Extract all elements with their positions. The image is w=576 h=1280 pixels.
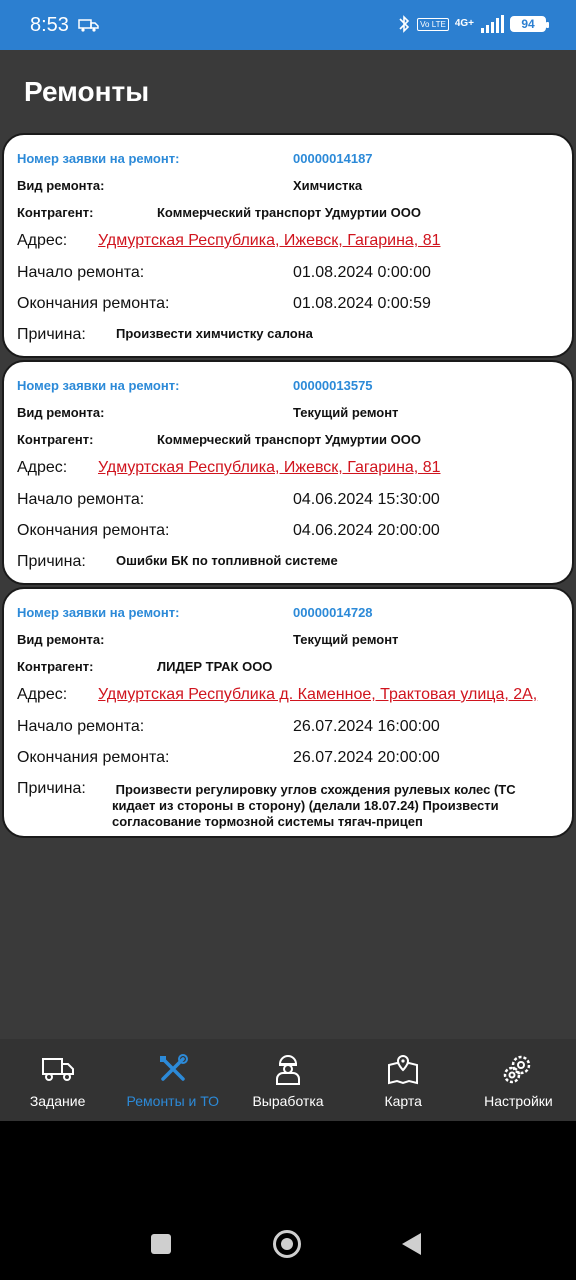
gears-icon [501,1053,535,1085]
repair-card[interactable] [2,133,574,358]
status-bar [0,0,576,50]
reason-label: Причина: [17,780,86,797]
network-type: 4G+ [454,18,474,29]
repair-type-value: Текущий ремонт [293,405,399,420]
start-value: 04.06.2024 15:30:00 [293,491,440,508]
bottom-navigation [0,1039,576,1121]
reason-value: Произвести химчистку салона [116,326,313,341]
end-label: Окончания ремонта: [17,749,170,766]
battery-icon [510,16,546,32]
contractor-value: ЛИДЕР ТРАК ООО [157,659,273,674]
start-label: Начало ремонта: [17,264,145,281]
reason-label: Причина: [17,553,86,570]
recent-apps-button[interactable] [151,1234,171,1254]
reason-label: Причина: [17,326,86,343]
battery-level: 94 [521,17,535,31]
request-number-label: Номер заявки на ремонт: [17,378,180,393]
end-value: 26.07.2024 20:00:00 [293,749,440,766]
contractor-value: Коммерческий транспорт Удмуртии ООО [157,432,421,447]
nav-item-map[interactable] [346,1039,461,1121]
worker-icon [271,1053,305,1085]
nav-item-settings[interactable] [461,1039,576,1121]
end-value: 01.08.2024 0:00:59 [293,295,431,312]
back-button[interactable] [402,1233,421,1255]
request-number-value: 00000014728 [293,605,373,620]
repair-type-label: Вид ремонта: [17,405,105,420]
nav-label: Выработка [252,1093,324,1109]
request-number-label: Номер заявки на ремонт: [17,151,180,166]
nav-label: Настройки [484,1093,553,1109]
contractor-label: Контрагент: [17,432,94,447]
map-icon [386,1053,420,1085]
request-number-value: 00000014187 [293,151,373,166]
repair-card[interactable] [2,360,574,585]
tools-icon [156,1053,190,1085]
signal-icon [480,15,504,33]
bluetooth-icon [397,14,411,34]
truck-icon [41,1053,75,1085]
repair-type-value: Химчистка [293,178,363,193]
nav-label: Ремонты и ТО [126,1093,220,1109]
start-value: 26.07.2024 16:00:00 [293,718,440,735]
address-label: Адрес: [17,459,68,476]
request-number-label: Номер заявки на ремонт: [17,605,180,620]
end-label: Окончания ремонта: [17,295,170,312]
home-button[interactable] [273,1230,301,1258]
page-title: Ремонты [24,76,150,107]
end-label: Окончания ремонта: [17,522,170,539]
truck-notification-icon [78,18,100,32]
nav-label: Карта [384,1093,422,1109]
repair-type-label: Вид ремонта: [17,632,105,647]
reason-value: Ошибки БК по топливной системе [116,553,338,568]
address-label: Адрес: [17,232,68,249]
repair-type-value: Текущий ремонт [293,632,399,647]
nav-item-repairs[interactable] [115,1039,230,1121]
nav-label: Задание [29,1093,86,1109]
start-label: Начало ремонта: [17,718,145,735]
address-link[interactable]: Удмуртская Республика д. Каменное, Трактовая улица, 2А, [98,686,538,703]
request-number-value: 00000013575 [293,378,373,393]
nav-item-task[interactable] [0,1039,115,1121]
nav-item-output[interactable] [230,1039,345,1121]
contractor-label: Контрагент: [17,659,94,674]
address-link[interactable]: Удмуртская Республика, Ижевск, Гагарина, 81 [98,232,441,249]
contractor-value: Коммерческий транспорт Удмуртии ООО [157,205,421,220]
status-time: 8:53 [30,14,69,36]
repair-type-label: Вид ремонта: [17,178,105,193]
volte-badge: Vo LTE [417,18,449,31]
end-value: 04.06.2024 20:00:00 [293,522,440,539]
repairs-list [2,133,574,840]
start-label: Начало ремонта: [17,491,145,508]
contractor-label: Контрагент: [17,205,94,220]
start-value: 01.08.2024 0:00:00 [293,264,431,281]
repair-card[interactable] [2,587,574,838]
reason-value: Произвести регулировку углов схождения рулевых колес (ТС кидает из стороны в сторону) (делали 18.07.24) Произвести согласование тормозной системы тягач-прицеп [112,782,520,829]
address-label: Адрес: [17,686,68,703]
address-link[interactable]: Удмуртская Республика, Ижевск, Гагарина, 81 [98,459,441,476]
